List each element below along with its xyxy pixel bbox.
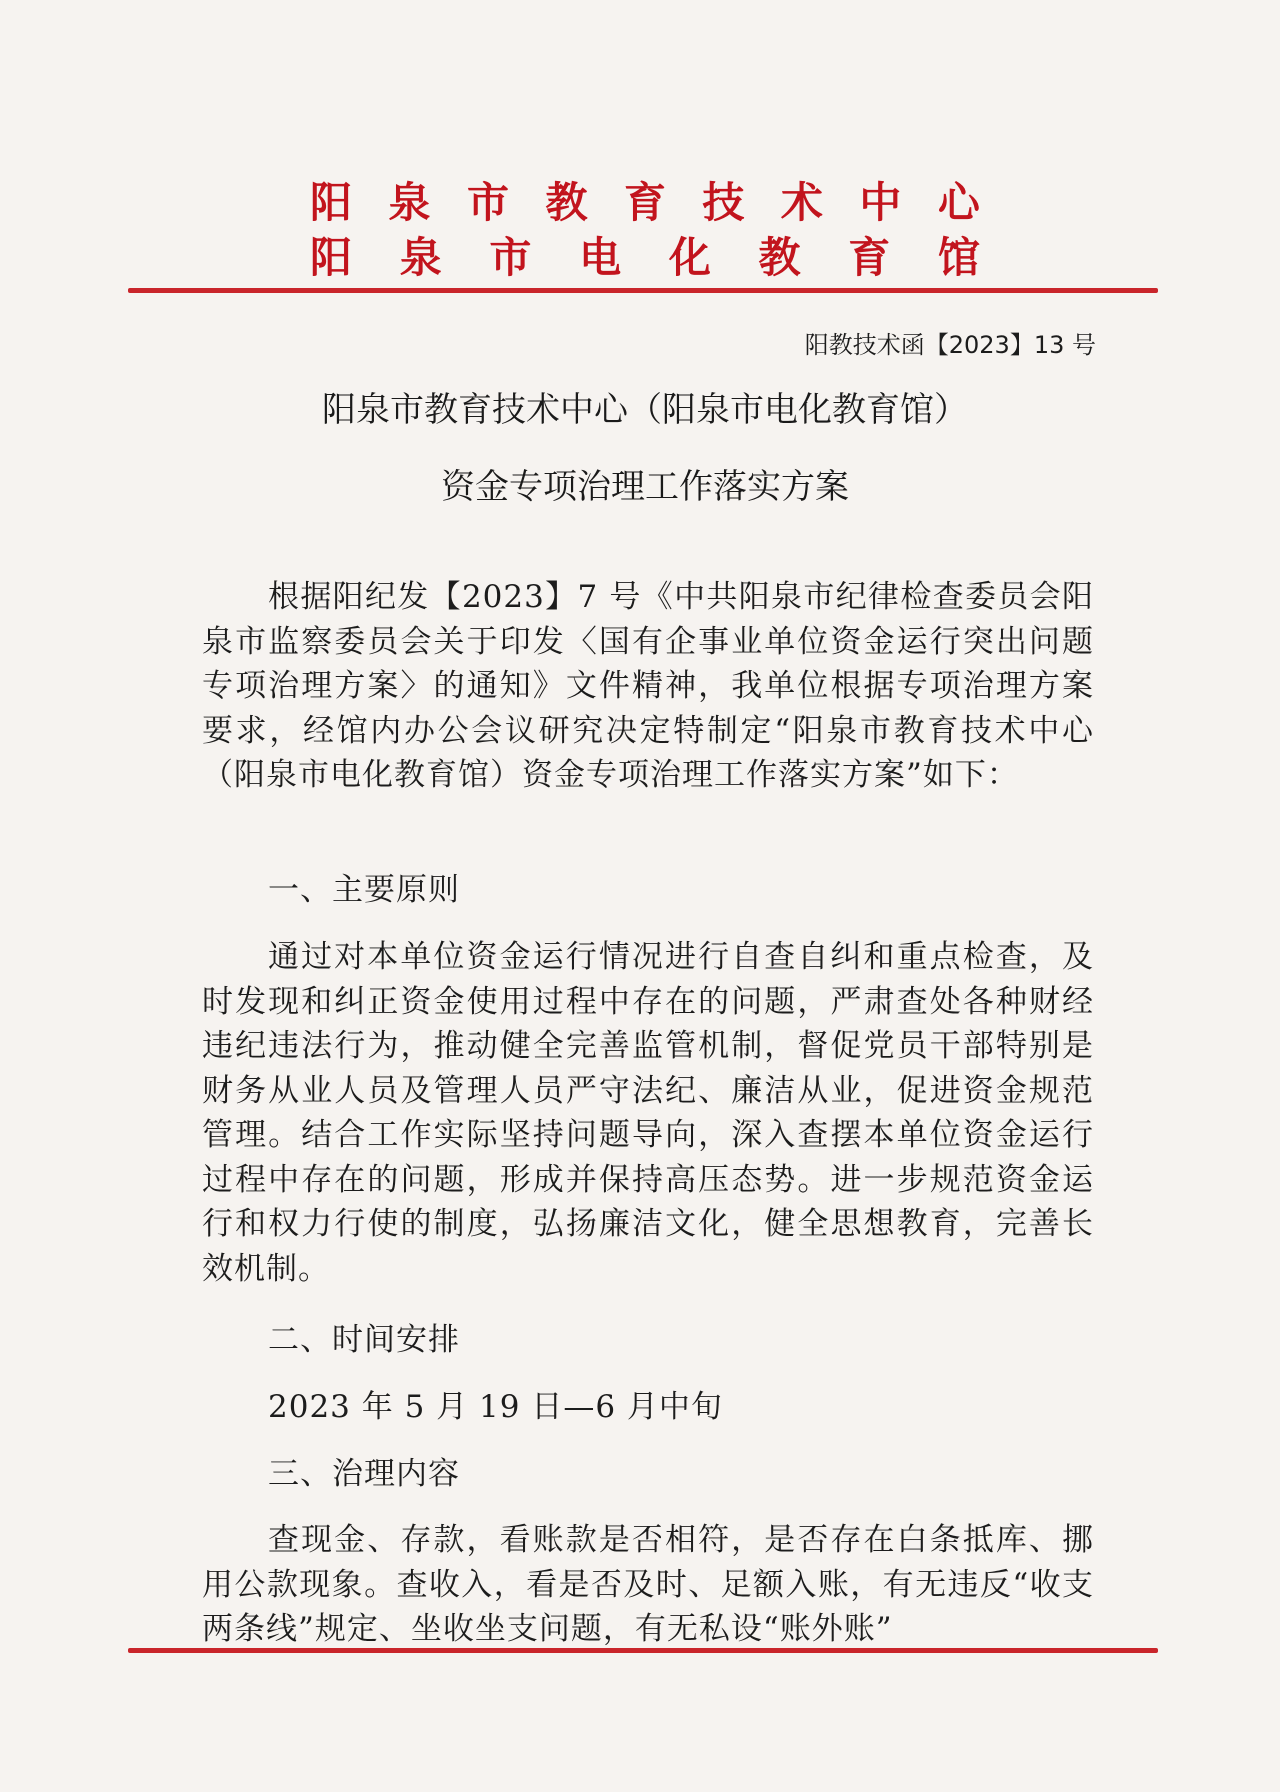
content-paragraph: 查现金、存款，看账款是否相符，是否存在白条抵库、挪用公款现象。查收入，看是否及时、足额入账，有无违反“收支两条线”规定、坐收坐支问题，有无私设“账外账” [202,1522,1094,1647]
document-title-line-2: 资金专项治理工作落实方案 [441,467,849,507]
org-char: 技 [702,178,745,227]
org-char: 阳 [310,178,353,227]
org-char: 化 [668,233,711,282]
org-char: 泉 [388,178,431,227]
schedule-date-range: 2023 年 5 月 19 日—6 月中旬 [268,1389,723,1425]
principles-paragraph: 通过对本单位资金运行情况进行自查自纠和重点检查，及时发现和纠正资金使用过程中存在的问题，严肃查处各种财经违纪违法行为，推动健全完善监管机制，督促党员干部特别是财务从业人员及管理人员严守法纪、廉洁从业，促进资金规范管理。结合工作实际坚持问题导向，深入查摆本单位资金运行过程中存在的问题，形成并保持高压态势。进一步规范资金运行和权力行使的制度，弘扬廉洁文化，健全思想教育，完善长效机制。 [202,939,1094,1287]
letterhead-org-name-1 [310,175,980,231]
org-char: 泉 [399,233,442,282]
org-char: 教 [758,233,801,282]
org-char: 电 [579,233,622,282]
document-title-line-1: 阳泉市教育技术中心（阳泉市电化教育馆） [322,390,968,430]
org-char: 育 [623,178,666,227]
document-number: 阳教技术函【2023】13 号 [804,331,1096,359]
section-heading-content: 三、治理内容 [268,1456,460,1492]
section-heading-principles: 一、主要原则 [268,872,460,908]
org-char: 育 [848,233,891,282]
section-heading-schedule: 二、时间安排 [268,1322,460,1358]
footer-red-rule [128,1648,1158,1653]
org-char: 心 [937,178,980,227]
org-char: 阳 [310,233,353,282]
org-char: 市 [489,233,532,282]
org-char: 馆 [937,233,980,282]
org-char: 教 [545,178,588,227]
letterhead-red-rule [128,288,1158,293]
org-char: 术 [780,178,823,227]
letterhead-org-name-2 [310,230,980,286]
org-char: 市 [466,178,509,227]
org-char: 中 [859,178,902,227]
intro-paragraph: 根据阳纪发【2023】7 号《中共阳泉市纪律检查委员会阳泉市监察委员会关于印发〈国有企事业单位资金运行突出问题专项治理方案〉的通知》文件精神，我单位根据专项治理方案要求，经馆内办公会议研究决定特制定“阳泉市教育技术中心（阳泉市电化教育馆）资金专项治理工作落实方案”如下： [202,579,1094,793]
